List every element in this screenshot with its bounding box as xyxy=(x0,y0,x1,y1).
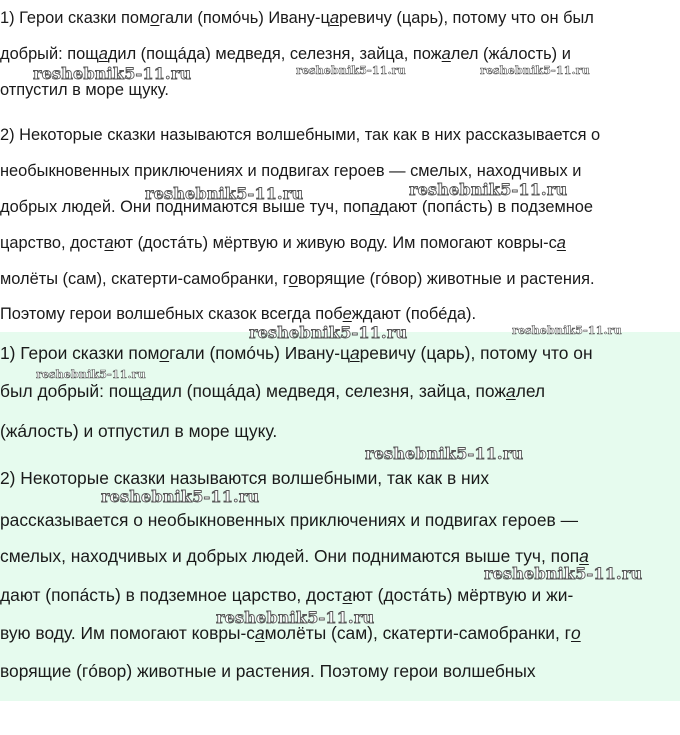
text-line: (жáлость) и отпустил в море щуку. xyxy=(0,421,278,441)
watermark: reshebnik5-11.ru xyxy=(365,444,524,463)
highlighted-vowel: а xyxy=(579,546,589,566)
watermark: reshebnik5-11.ru xyxy=(101,487,260,506)
highlighted-vowel: о xyxy=(159,343,170,363)
watermark: reshebnik5-11.ru xyxy=(216,608,375,627)
text-line: смелых, находчивых и добрых людей. Они поднимаются выше туч, попа xyxy=(0,546,589,566)
text-line: вую воду. Им помогают ковры-самолёты (сам), скатерти-самобранки, го xyxy=(0,623,581,643)
highlighted-vowel: е xyxy=(342,305,352,323)
highlighted-vowel: а xyxy=(142,381,152,401)
watermark: reshebnik5-11.ru xyxy=(145,184,304,203)
highlighted-vowel: а xyxy=(441,45,451,63)
watermark: reshebnik5-11.ru xyxy=(409,180,568,199)
highlighted-vowel: а xyxy=(342,585,353,605)
watermark: reshebnik5-11.ru xyxy=(484,564,643,583)
watermark: reshebnik5-11.ru xyxy=(33,64,192,83)
text-line: ворящие (гóвор) животные и растения. Поэтому герои волшебных xyxy=(0,661,536,681)
watermark: reshebnik5-11.ru xyxy=(249,323,408,342)
text-line: молёты (сам), скатерти-самобранки, говорящие (гóвор) животные и растения. xyxy=(0,270,595,288)
watermark: reshebnik5-11.ru xyxy=(296,64,406,77)
watermark: reshebnik5-11.ru xyxy=(480,64,590,77)
watermark: reshebnik5-11.ru xyxy=(36,368,146,381)
text-line: Поэтому герои волшебных сказок всегда побеждают (побéда). xyxy=(0,305,477,323)
highlighted-vowel: а xyxy=(506,381,516,401)
text-line: добрых людей. Они поднимаются выше туч, попадают (попáсть) в подземное xyxy=(0,198,593,216)
highlighted-vowel: а xyxy=(329,9,339,27)
watermark: reshebnik5-11.ru xyxy=(512,324,622,337)
text-line: дают (попáсть) в подземное царство, достают (достáть) мёртвую и жи- xyxy=(0,585,574,605)
text-line: царство, достают (достáть) мёртвую и живую воду. Им помогают ковры-са xyxy=(0,234,566,252)
highlighted-vowel: о xyxy=(571,623,581,643)
highlighted-vowel: а xyxy=(98,45,108,63)
text-line: рассказывается о необыкновенных приключениях и подвигах героев — xyxy=(0,510,578,530)
highlighted-vowel: а xyxy=(370,198,380,216)
text-line: необыкновенных приключениях и подвигах героев — смелых, находчивых и xyxy=(0,162,582,180)
text-line: 2) Некоторые сказки называются волшебными, так как в них xyxy=(0,468,490,488)
text-line: 1) Герои сказки помогали (помóчь) Ивану-царевичу (царь), потому что он xyxy=(0,343,593,363)
highlighted-vowel: а xyxy=(556,234,566,252)
text-line: отпустил в море щуку. xyxy=(0,81,169,99)
highlighted-vowel: а xyxy=(255,623,265,643)
highlighted-vowel: а xyxy=(349,343,360,363)
text-line: был добрый: пощадил (пощáда) медведя, селезня, зайца, пожалел xyxy=(0,381,546,401)
text-line: 2) Некоторые сказки называются волшебными, так как в них рассказывается о xyxy=(0,126,601,144)
highlighted-vowel: о xyxy=(288,270,298,288)
text-line: добрый: пощадил (пощáда) медведя, селезня, зайца, пожалел (жáлость) и xyxy=(0,45,571,63)
highlighted-vowel: о xyxy=(150,9,160,27)
text-line: 1) Герои сказки помогали (помóчь) Ивану-царевичу (царь), потому что он был xyxy=(0,9,594,27)
highlighted-vowel: а xyxy=(104,234,114,252)
